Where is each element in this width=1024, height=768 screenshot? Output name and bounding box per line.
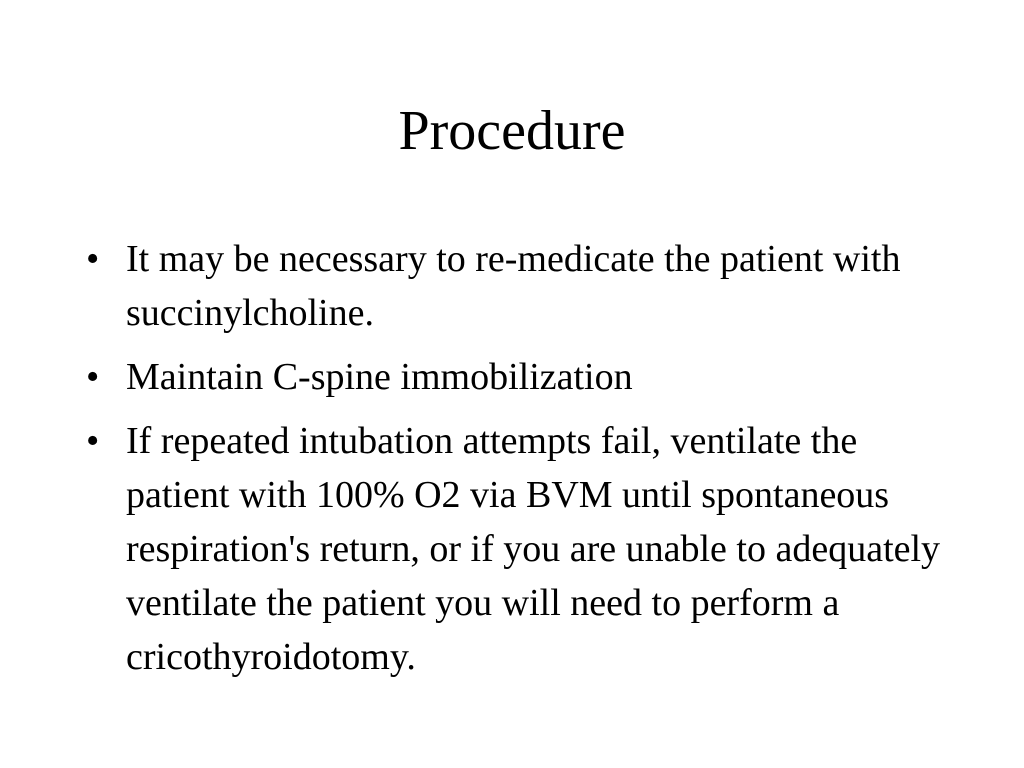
bullet-item: [86, 232, 956, 340]
bullet-item: [86, 414, 956, 684]
bullet-marker: •: [86, 420, 100, 462]
bullet-item: [86, 350, 956, 404]
bullet-text: It may be necessary to re-medicate the patient with succinylcholine.: [126, 238, 901, 334]
slide-title: Procedure: [398, 100, 626, 162]
bullet-text: Maintain C-spine immobilization: [126, 356, 633, 398]
bullet-marker: •: [86, 238, 100, 280]
bullet-text: If repeated intubation attempts fail, ventilate the patient with 100% O2 via BVM until spontaneous respiration's return, or if you are unable to adequately ventilate the patient you will need to perform a cricothyroidotomy.: [126, 420, 941, 678]
bullet-list: [86, 232, 956, 694]
bullet-marker: •: [86, 356, 100, 398]
